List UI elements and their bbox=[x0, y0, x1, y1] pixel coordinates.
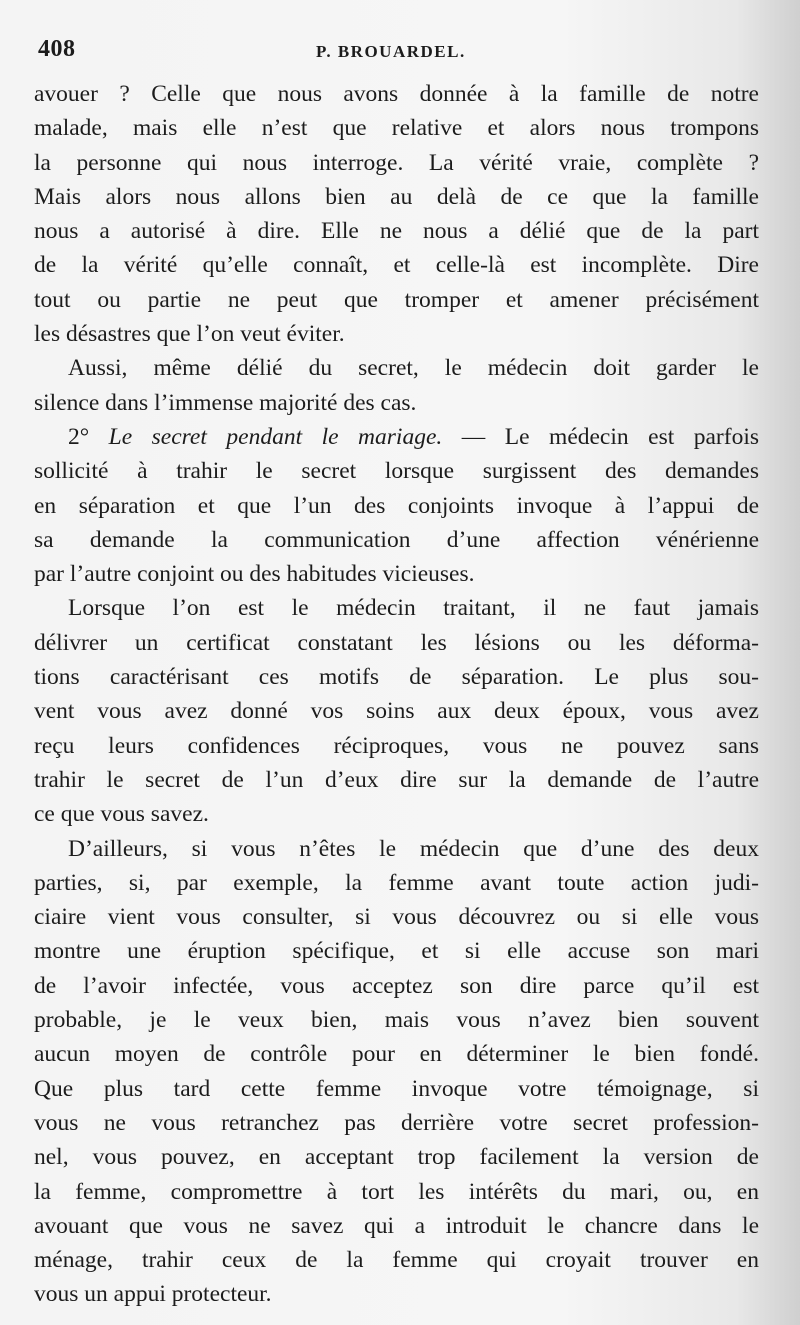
section-title: Le secret pendant le mariage. bbox=[108, 423, 443, 450]
text-line: trahir le secret de l’un d’eux dire sur la demande de l’autre bbox=[34, 766, 759, 793]
text-line: vent vous avez donné vos soins aux deux époux, vous avez bbox=[34, 698, 759, 725]
text-line: en séparation et que l’un des conjoints invoque à l’appui de bbox=[34, 492, 759, 519]
text-line: malade, mais elle n’est que relative et alors nous trompons bbox=[34, 115, 759, 142]
text-line bbox=[34, 420, 759, 454]
text-line: Mais alors nous allons bien au delà de ce que la famille bbox=[34, 183, 759, 210]
text-line: délivrer un certificat constatant les lésions ou les déforma- bbox=[34, 629, 759, 656]
section-number: 2° bbox=[68, 423, 109, 450]
text-line: reçu leurs confidences réciproques, vous ne pouvez sans bbox=[34, 732, 759, 759]
text-line: parties, si, par exemple, la femme avant toute action judi- bbox=[34, 869, 759, 896]
text-line: nel, vous pouvez, en acceptant trop facilement la version de bbox=[34, 1144, 759, 1171]
text-line: ménage, trahir ceux de la femme qui croyait trouver en bbox=[34, 1247, 759, 1274]
text-line: vous ne vous retranchez pas derrière votre secret profession- bbox=[34, 1109, 759, 1136]
text-line: Lorsque l’on est le médecin traitant, il ne faut jamais bbox=[68, 595, 759, 622]
text-line: de l’avoir infectée, vous acceptez son dire parce qu’il est bbox=[34, 972, 759, 999]
text-line: par l’autre conjoint ou des habitudes vicieuses. bbox=[34, 561, 475, 588]
text-line: sa demande la communication d’une affection vénérienne bbox=[34, 526, 759, 553]
text-line: tout ou partie ne peut que tromper et amener précisément bbox=[34, 286, 759, 313]
line-text: — Le médecin est parfois bbox=[442, 423, 760, 450]
text-line: la personne qui nous interroge. La vérité vraie, complète ? bbox=[34, 149, 759, 176]
body-text bbox=[34, 77, 759, 1312]
text-line: aucun moyen de contrôle pour en déterminer le bien fondé. bbox=[34, 1041, 759, 1068]
text-line: ce que vous savez. bbox=[34, 801, 209, 828]
page-number: 408 bbox=[38, 36, 76, 62]
text-line: ciaire vient vous consulter, si vous découvrez ou si elle vous bbox=[34, 904, 759, 931]
text-line: tions caractérisant ces motifs de séparation. Le plus sou- bbox=[34, 664, 759, 691]
text-line: avouer ? Celle que nous avons donnée à la famille de notre bbox=[34, 81, 759, 107]
text-line: les désastres que l’on veut éviter. bbox=[34, 321, 345, 348]
text-line: la femme, compromettre à tort les intérêts du mari, ou, en bbox=[34, 1178, 759, 1205]
text-line: Que plus tard cette femme invoque votre témoignage, si bbox=[34, 1075, 759, 1102]
text-line: silence dans l’immense majorité des cas. bbox=[34, 389, 417, 416]
text-line: sollicité à trahir le secret lorsque surgissent des demandes bbox=[34, 458, 759, 485]
text-line: vous un appui protecteur. bbox=[34, 1281, 272, 1308]
text-line: Aussi, même délié du secret, le médecin doit garder le bbox=[68, 355, 759, 382]
text-line: de la vérité qu’elle connaît, et celle-là est incomplète. Dire bbox=[34, 252, 759, 279]
running-head: P. BROUARDEL. bbox=[316, 42, 466, 61]
page-header bbox=[38, 36, 750, 66]
text-line: avouant que vous ne savez qui a introduit le chancre dans le bbox=[34, 1212, 759, 1239]
text-line: nous a autorisé à dire. Elle ne nous a délié que de la part bbox=[34, 218, 759, 245]
text-line: D’ailleurs, si vous n’êtes le médecin que d’une des deux bbox=[68, 835, 759, 862]
text-line: probable, je le veux bien, mais vous n’avez bien souvent bbox=[34, 1007, 759, 1034]
text-line: montre une éruption spécifique, et si elle accuse son mari bbox=[34, 938, 759, 965]
